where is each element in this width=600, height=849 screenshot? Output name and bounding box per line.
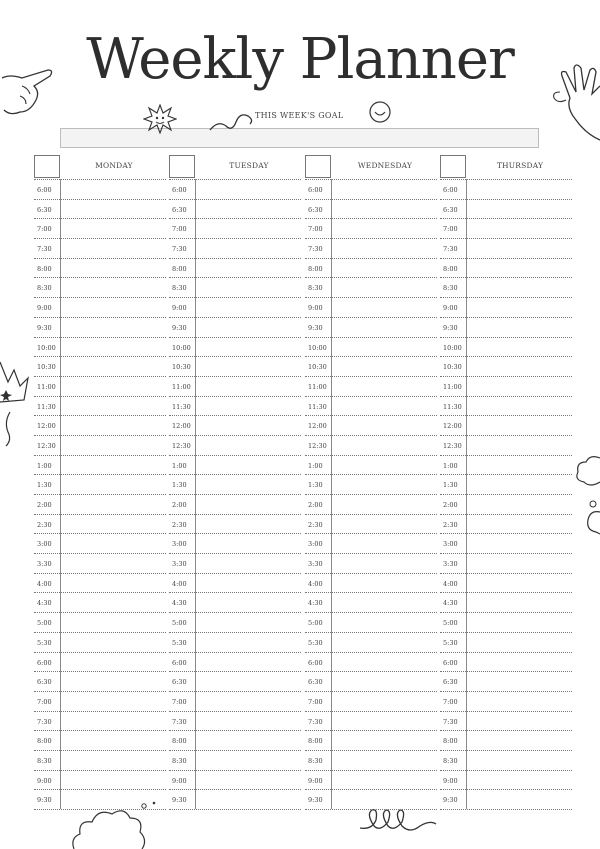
time-label: 9:30 [172, 323, 187, 332]
time-label: 12:00 [172, 422, 191, 431]
time-label: 6:30 [308, 678, 323, 687]
time-slot-row[interactable] [34, 712, 166, 732]
time-slot-row[interactable] [169, 436, 301, 456]
time-label: 6:00 [443, 658, 458, 667]
time-label: 11:00 [172, 382, 191, 391]
time-label: 1:30 [172, 481, 187, 490]
time-label: 6:30 [172, 678, 187, 687]
time-label: 4:30 [308, 599, 323, 608]
time-slot-row[interactable] [440, 515, 572, 535]
waving-hand-doodle [546, 64, 600, 144]
time-label: 11:30 [172, 402, 191, 411]
time-label: 1:00 [37, 461, 52, 470]
time-label: 8:30 [308, 284, 323, 293]
time-label: 7:00 [308, 225, 323, 234]
time-label: 3:00 [37, 540, 52, 549]
time-slot-row[interactable] [34, 731, 166, 751]
time-slot-row[interactable] [305, 298, 437, 318]
time-slot-row[interactable] [34, 219, 166, 239]
time-slot-row[interactable] [440, 456, 572, 476]
time-label: 9:30 [37, 796, 52, 805]
time-label: 6:00 [308, 186, 323, 194]
time-label: 3:30 [443, 560, 458, 569]
time-slot-row[interactable] [34, 692, 166, 712]
time-slot-row[interactable] [305, 259, 437, 279]
time-label: 8:00 [443, 264, 458, 273]
time-label: 7:30 [443, 245, 458, 254]
time-label: 10:30 [443, 363, 462, 372]
time-slot-row[interactable] [440, 672, 572, 692]
time-label: 6:30 [37, 205, 52, 214]
day-checkbox[interactable] [169, 155, 195, 178]
time-label: 7:30 [172, 245, 187, 254]
time-label: 9:30 [37, 323, 52, 332]
time-label: 10:30 [37, 363, 56, 372]
time-label: 6:00 [37, 658, 52, 667]
time-label: 9:30 [443, 323, 458, 332]
time-slot-row[interactable] [169, 731, 301, 751]
time-slot-row[interactable] [34, 790, 166, 810]
time-slot-row[interactable] [440, 436, 572, 456]
time-label: 11:00 [308, 382, 327, 391]
time-label: 8:00 [172, 264, 187, 273]
time-slot-row[interactable] [440, 357, 572, 377]
day-header [305, 155, 437, 180]
time-label: 5:00 [308, 619, 323, 628]
time-slot-row[interactable] [34, 613, 166, 633]
time-label: 4:00 [308, 579, 323, 588]
time-slot-row[interactable] [305, 751, 437, 771]
time-label: 3:30 [308, 560, 323, 569]
time-slot-row[interactable] [34, 633, 166, 653]
time-slot-row[interactable] [440, 397, 572, 417]
time-label: 9:00 [308, 776, 323, 785]
time-label: 11:30 [443, 402, 462, 411]
time-label: 7:30 [308, 245, 323, 254]
time-slot-row[interactable] [440, 219, 572, 239]
time-slot-row[interactable] [440, 751, 572, 771]
time-label: 1:00 [308, 461, 323, 470]
time-slot-row[interactable] [169, 298, 301, 318]
time-slot-row[interactable] [169, 239, 301, 259]
time-slot-row[interactable] [440, 554, 572, 574]
time-slot-row[interactable] [169, 574, 301, 594]
time-label: 6:00 [443, 186, 458, 194]
time-label: 8:30 [308, 756, 323, 765]
time-slot-row[interactable] [305, 200, 437, 220]
time-slot-row[interactable] [34, 200, 166, 220]
time-slot-row[interactable] [305, 554, 437, 574]
time-label: 6:30 [443, 205, 458, 214]
time-slot-row[interactable] [34, 377, 166, 397]
time-slot-row[interactable] [305, 790, 437, 810]
time-slot-row[interactable] [34, 475, 166, 495]
time-label: 2:30 [443, 520, 458, 529]
time-label: 11:30 [308, 402, 327, 411]
time-slot-row[interactable] [34, 436, 166, 456]
time-label: 9:00 [443, 776, 458, 785]
time-label: 3:30 [37, 560, 52, 569]
time-label: 7:30 [172, 717, 187, 726]
squiggle-doodle [208, 110, 256, 134]
time-label: 3:00 [308, 540, 323, 549]
time-label: 6:30 [443, 678, 458, 687]
time-slot-row[interactable] [169, 613, 301, 633]
time-label: 5:00 [37, 619, 52, 628]
time-slot-row[interactable] [440, 495, 572, 515]
time-slot-row[interactable] [169, 653, 301, 673]
time-label: 5:30 [443, 638, 458, 647]
time-label: 8:00 [308, 264, 323, 273]
time-slot-row[interactable] [440, 318, 572, 338]
time-slot-row[interactable] [169, 219, 301, 239]
time-slot-row[interactable] [440, 180, 572, 200]
time-label: 12:30 [37, 441, 56, 450]
time-label: 7:00 [443, 697, 458, 706]
time-label: 9:00 [443, 304, 458, 313]
time-label: 5:30 [308, 638, 323, 647]
day-checkbox[interactable] [440, 155, 466, 178]
time-slot-row[interactable] [34, 495, 166, 515]
time-label: 8:00 [443, 737, 458, 746]
time-label: 7:30 [308, 717, 323, 726]
time-label: 7:00 [37, 697, 52, 706]
time-slot-row[interactable] [34, 554, 166, 574]
time-label: 2:30 [308, 520, 323, 529]
time-slot-row[interactable] [34, 278, 166, 298]
time-label: 1:30 [443, 481, 458, 490]
page-title: Weekly Planner [86, 27, 514, 92]
time-label: 1:00 [172, 461, 187, 470]
time-label: 12:30 [308, 441, 327, 450]
time-label: 2:00 [443, 501, 458, 509]
time-label: 12:30 [172, 441, 191, 450]
time-slot-row[interactable] [440, 534, 572, 554]
time-slot-row[interactable] [169, 515, 301, 535]
time-slot-row[interactable] [169, 790, 301, 810]
time-slot-row[interactable] [305, 633, 437, 653]
time-slot-row[interactable] [34, 751, 166, 771]
time-slot-row[interactable] [305, 692, 437, 712]
day-header [169, 155, 301, 180]
time-slot-row[interactable] [169, 397, 301, 417]
time-slot-row[interactable] [305, 397, 437, 417]
time-label: 8:30 [37, 756, 52, 765]
sun-star-doodle [143, 104, 177, 134]
time-slot-row[interactable] [169, 672, 301, 692]
time-slot-row[interactable] [169, 751, 301, 771]
time-slot-row[interactable] [440, 692, 572, 712]
time-label: 7:30 [443, 717, 458, 726]
time-slot-row[interactable] [169, 278, 301, 298]
time-label: 6:30 [37, 678, 52, 687]
time-label: 2:30 [172, 520, 187, 529]
day-column-monday [34, 155, 166, 810]
time-label: 6:30 [308, 205, 323, 214]
time-slot-row[interactable] [169, 554, 301, 574]
time-label: 8:00 [37, 264, 52, 273]
time-label: 9:30 [172, 796, 187, 805]
time-slot-row[interactable] [169, 475, 301, 495]
time-slot-row[interactable] [169, 416, 301, 436]
day-checkbox[interactable] [34, 155, 60, 178]
time-slot-row[interactable] [34, 456, 166, 476]
time-label: 10:00 [443, 343, 462, 352]
time-slot-row[interactable] [34, 298, 166, 318]
time-label: 11:00 [443, 382, 462, 391]
time-label: 7:00 [172, 225, 187, 234]
time-slot-row[interactable] [440, 278, 572, 298]
time-slot-row[interactable] [305, 672, 437, 692]
time-slot-row[interactable] [34, 416, 166, 436]
time-slot-row[interactable] [169, 338, 301, 358]
time-slot-row[interactable] [440, 377, 572, 397]
time-label: 4:30 [172, 599, 187, 608]
time-slot-row[interactable] [169, 318, 301, 338]
time-label: 7:00 [308, 697, 323, 706]
cloud-doodle-right [570, 452, 600, 542]
time-label: 9:30 [308, 323, 323, 332]
time-label: 10:00 [172, 343, 191, 352]
time-label: 8:30 [443, 284, 458, 293]
time-slot-row[interactable] [34, 653, 166, 673]
time-label: 2:00 [37, 501, 52, 509]
time-slot-row[interactable] [440, 239, 572, 259]
time-slot-row[interactable] [305, 456, 437, 476]
crown-doodle [0, 352, 30, 448]
time-label: 3:00 [172, 540, 187, 549]
time-slot-row[interactable] [440, 653, 572, 673]
time-slot-row[interactable] [305, 338, 437, 358]
time-label: 8:30 [443, 756, 458, 765]
time-slot-row[interactable] [305, 357, 437, 377]
time-slot-row[interactable] [169, 456, 301, 476]
day-checkbox[interactable] [305, 155, 331, 178]
time-slot-row[interactable] [305, 416, 437, 436]
time-label: 7:00 [37, 225, 52, 234]
time-label: 8:30 [172, 756, 187, 765]
day-header [34, 155, 166, 180]
time-slot-row[interactable] [34, 318, 166, 338]
smiley-icon [368, 100, 392, 124]
time-label: 4:00 [172, 579, 187, 588]
time-slot-row[interactable] [169, 593, 301, 613]
time-slot-row[interactable] [169, 633, 301, 653]
time-slot-row[interactable] [305, 278, 437, 298]
day-name: MONDAY [95, 161, 133, 170]
time-label: 8:00 [172, 737, 187, 746]
goal-label: THIS WEEK'S GOAL [255, 111, 344, 120]
time-label: 12:30 [443, 441, 462, 450]
time-label: 12:00 [443, 422, 462, 431]
time-slot-row[interactable] [169, 377, 301, 397]
time-label: 11:00 [37, 382, 56, 391]
time-label: 3:00 [443, 540, 458, 549]
time-slot-row[interactable] [440, 613, 572, 633]
time-slot-row[interactable] [305, 593, 437, 613]
time-label: 4:00 [37, 579, 52, 588]
time-label: 8:00 [37, 737, 52, 746]
time-slot-row[interactable] [305, 436, 437, 456]
day-column-wednesday [305, 155, 437, 810]
time-slot-row[interactable] [305, 653, 437, 673]
time-label: 9:00 [172, 776, 187, 785]
time-slot-row[interactable] [305, 239, 437, 259]
time-label: 9:00 [37, 304, 52, 313]
time-slot-row[interactable] [305, 377, 437, 397]
time-slot-row[interactable] [169, 712, 301, 732]
time-label: 5:00 [443, 619, 458, 628]
time-slot-row[interactable] [169, 357, 301, 377]
time-label: 8:30 [172, 284, 187, 293]
time-label: 9:30 [308, 796, 323, 805]
time-slot-row[interactable] [305, 771, 437, 791]
time-slot-row[interactable] [34, 357, 166, 377]
time-label: 5:30 [37, 638, 52, 647]
time-label: 2:00 [172, 501, 187, 509]
time-label: 3:30 [172, 560, 187, 569]
time-label: 4:30 [443, 599, 458, 608]
time-slot-row[interactable] [440, 416, 572, 436]
time-label: 4:30 [37, 599, 52, 608]
time-label: 1:30 [308, 481, 323, 490]
time-slot-row[interactable] [34, 239, 166, 259]
time-slot-row[interactable] [169, 692, 301, 712]
day-column-thursday [440, 155, 572, 810]
time-slot-row[interactable] [440, 790, 572, 810]
time-label: 10:00 [37, 343, 56, 352]
time-slot-row[interactable] [169, 495, 301, 515]
time-slot-row[interactable] [34, 534, 166, 554]
time-slot-row[interactable] [34, 574, 166, 594]
time-label: 5:30 [172, 638, 187, 647]
time-slot-row[interactable] [305, 318, 437, 338]
time-label: 1:30 [37, 481, 52, 490]
time-slot-row[interactable] [440, 633, 572, 653]
time-slot-row[interactable] [440, 771, 572, 791]
time-slot-row[interactable] [34, 180, 166, 200]
day-name: TUESDAY [229, 161, 269, 170]
goal-input[interactable] [60, 128, 539, 148]
time-label: 6:00 [172, 658, 187, 667]
time-label: 8:00 [308, 737, 323, 746]
time-label: 12:00 [308, 422, 327, 431]
time-slot-row[interactable] [440, 712, 572, 732]
time-label: 7:00 [443, 225, 458, 234]
time-slot-row[interactable] [440, 259, 572, 279]
time-label: 2:30 [37, 520, 52, 529]
time-slot-row[interactable] [440, 298, 572, 318]
time-slot-row[interactable] [440, 475, 572, 495]
time-slot-row[interactable] [34, 515, 166, 535]
time-slot-row[interactable] [440, 731, 572, 751]
time-slot-row[interactable] [34, 672, 166, 692]
time-slot-row[interactable] [305, 731, 437, 751]
time-slot-row[interactable] [34, 593, 166, 613]
time-slot-row[interactable] [34, 771, 166, 791]
time-slot-row[interactable] [169, 200, 301, 220]
time-slot-row[interactable] [169, 534, 301, 554]
time-slot-row[interactable] [34, 397, 166, 417]
time-slot-row[interactable] [34, 338, 166, 358]
time-label: 11:30 [37, 402, 56, 411]
time-label: 6:30 [172, 205, 187, 214]
time-label: 10:00 [308, 343, 327, 352]
time-slot-row[interactable] [440, 593, 572, 613]
time-slot-row[interactable] [305, 515, 437, 535]
time-slot-row[interactable] [440, 574, 572, 594]
time-label: 5:00 [172, 619, 187, 628]
time-label: 9:30 [443, 796, 458, 805]
time-label: 7:30 [37, 245, 52, 254]
day-column-tuesday [169, 155, 301, 810]
time-label: 6:00 [172, 186, 187, 194]
day-header [440, 155, 572, 180]
time-label: 8:30 [37, 284, 52, 293]
time-slot-row[interactable] [440, 200, 572, 220]
time-slot-row[interactable] [305, 495, 437, 515]
time-label: 9:00 [172, 304, 187, 313]
time-label: 10:30 [172, 363, 191, 372]
time-label: 9:00 [37, 776, 52, 785]
time-label: 6:00 [37, 186, 52, 194]
time-slot-row[interactable] [34, 259, 166, 279]
time-slot-row[interactable] [169, 180, 301, 200]
time-slot-row[interactable] [169, 259, 301, 279]
time-label: 7:30 [37, 717, 52, 726]
time-slot-row[interactable] [305, 475, 437, 495]
time-label: 1:00 [443, 461, 458, 470]
day-name: WEDNESDAY [357, 161, 413, 170]
time-slot-row[interactable] [305, 534, 437, 554]
time-slot-row[interactable] [305, 712, 437, 732]
time-label: 4:00 [443, 579, 458, 588]
time-slot-row[interactable] [440, 338, 572, 358]
time-slot-row[interactable] [305, 574, 437, 594]
time-slot-row[interactable] [305, 180, 437, 200]
time-slot-row[interactable] [169, 771, 301, 791]
time-label: 9:00 [308, 304, 323, 313]
time-slot-row[interactable] [305, 219, 437, 239]
time-label: 2:00 [308, 501, 323, 509]
time-slot-row[interactable] [305, 613, 437, 633]
time-label: 6:00 [308, 658, 323, 667]
time-label: 12:00 [37, 422, 56, 431]
day-name: THURSDAY [496, 161, 544, 170]
pointing-hand-doodle [0, 66, 58, 136]
time-label: 7:00 [172, 697, 187, 706]
time-label: 10:30 [308, 363, 327, 372]
